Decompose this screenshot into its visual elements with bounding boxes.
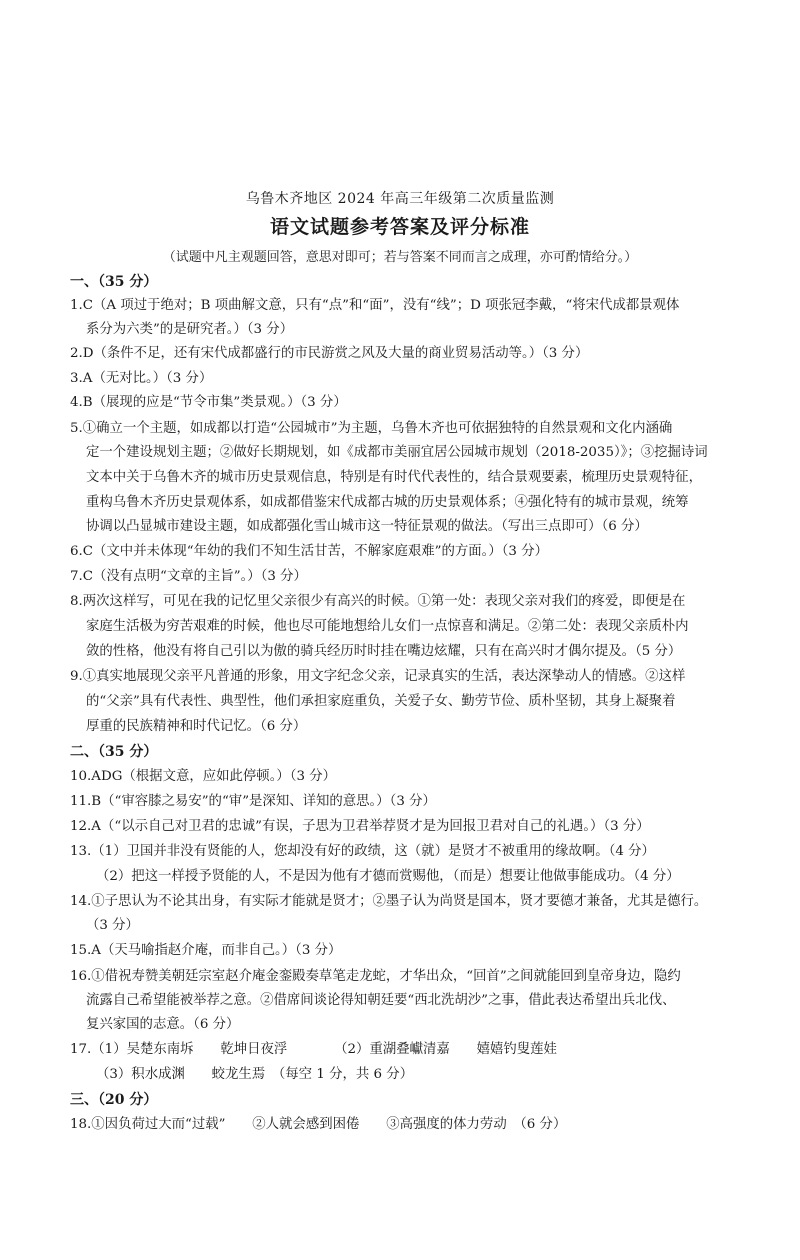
answer-line: 13.（1）卫国并非没有贤能的人，您却没有好的政绩，这（就）是贤才不被重用的缘故啊。（4 分）: [70, 844, 655, 859]
answer-line: 12.A（“以示自己对卫君的忠诚”有误，子思为卫君举荐贤才是为回报卫君对自己的礼遇。）（3 分）: [70, 819, 650, 834]
answer-line: 1.C（A 项过于绝对；B 项曲解文意，只有“点”和“面”，没有“线”；D 项张冠李戴，“将宋代成都景观体: [70, 298, 680, 313]
answer-line: 家庭生活极为穷苦艰难的时候，他也尽可能地想给儿女们一点惊喜和满足。②第二处：表现父亲质朴内: [86, 619, 689, 634]
exam-subtitle: 乌鲁木齐地区 2024 年高三年级第二次质量监测: [245, 191, 555, 207]
answer-line: 14.①子思认为不论其出身，有实际才能就是贤才；②墨子认为尚贤是国本，贤才要德才兼备，尤其是德行。: [70, 894, 708, 909]
section-heading-1: 一、（35 分）: [70, 274, 158, 290]
answer-line: 的“父亲”具有代表性、典型性，他们承担家庭重负，关爱子女、勤劳节俭、质朴坚韧，其身上凝聚着: [86, 694, 676, 709]
answer-line: 协调以凸显城市建设主题，如成都强化雪山城市这一特征景观的做法。（写出三点即可）（6 分）: [86, 519, 648, 534]
answer-line: 流露自己希望能被举荐之意。②借席间谈论得知朝廷要“西北洗胡沙”之事，借此表达希望出兵北伐、: [86, 993, 676, 1008]
answer-line: （3）积水成渊 蛟龙生焉 （每空 1 分，共 6 分）: [96, 1067, 414, 1082]
answer-line: （2）把这一样授予贤能的人，不是因为他有才德而赏赐他，（而是）想要让他做事能成功。（4 分）: [96, 869, 680, 884]
answer-line: 18.①因负荷过大而“过载” ②人就会感到困倦 ③高强度的体力劳动 （6 分）: [70, 1117, 567, 1132]
answer-line: 厚重的民族精神和时代记忆。（6 分）: [86, 719, 307, 734]
page-title: 语文试题参考答案及评分标准: [269, 216, 530, 238]
answer-line: 3.A（无对比。）（3 分）: [70, 371, 213, 386]
answer-line: 15.A（天马喻指赵介庵，而非自己。）（3 分）: [70, 943, 342, 958]
answer-line: 系分为六类”的是研究者。）（3 分）: [86, 322, 294, 337]
section-heading-3: 三、（20 分）: [70, 1092, 158, 1108]
answer-line: 敛的性格，他没有将自己引以为傲的骑兵经历时时挂在嘴边炫耀，只有在高兴时才偶尔提及。（5 分）: [86, 644, 682, 659]
answer-line: 16.①借祝寿赞美朝廷宗室赵介庵金銮殿奏草笔走龙蛇，才华出众，“回首”之间就能回到皇帝身边，隐约: [70, 969, 681, 984]
answer-line: 5.①确立一个主题，如成都以打造“公园城市”为主题，乌鲁木齐也可依据独特的自然景观和文化内涵确: [70, 421, 673, 436]
answer-line: 重构乌鲁木齐历史景观体系，如成都借鉴宋代成都古城的历史景观体系；④强化特有的城市景观，统筹: [86, 495, 689, 510]
answer-line: 4.B（展现的应是“节令市集”类景观。）（3 分）: [70, 395, 347, 410]
answer-line: 17.（1）吴楚东南坼 乾坤日夜浮 （2）重湖叠巘清嘉 嬉嬉钓叟莲娃: [70, 1042, 557, 1057]
answer-line: 9.①真实地展现父亲平凡普通的形象，用文字纪念父亲，记录真实的生活，表达深挚动人的情感。②这样: [70, 669, 686, 684]
answer-line: 复兴家国的志意。（6 分）: [86, 1017, 240, 1032]
answer-line: 7.C（没有点明“文章的主旨”。）（3 分）: [70, 569, 307, 584]
answer-line: 11.B（“审容膝之易安”的“审”是深知、详知的意思。）（3 分）: [70, 794, 436, 809]
grading-instruction: （试题中凡主观题回答，意思对即可；若与答案不同而言之成理，亦可酌情给分。）: [162, 250, 638, 265]
answer-line: 定一个建设规划主题；②做好长期规划，如《成都市美丽宜居公园城市规划（2018-2035）》；③挖掘诗词: [86, 445, 708, 460]
answer-line: 文本中关于乌鲁木齐的城市历史景观信息，特别是有时代代表性的，结合景观要素，梳理历史景观特征，: [86, 470, 702, 485]
answer-line: （3 分）: [86, 918, 139, 933]
answer-line: 10.ADG（根据文意，应如此停顿。）（3 分）: [70, 769, 337, 784]
answer-line: 2.D（条件不足，还有宋代成都盛行的市民游赏之风及大量的商业贸易活动等。）（3 分）: [70, 346, 589, 361]
section-heading-2: 二、（35 分）: [70, 744, 158, 760]
answer-line: 8.两次这样写，可见在我的记忆里父亲很少有高兴的时候。①第一处：表现父亲对我们的疼爱，即便是在: [70, 594, 686, 609]
answer-line: 6.C（文中并未体现“年幼的我们不知生活甘苦，不解家庭艰难”的方面。）（3 分）: [70, 544, 548, 559]
